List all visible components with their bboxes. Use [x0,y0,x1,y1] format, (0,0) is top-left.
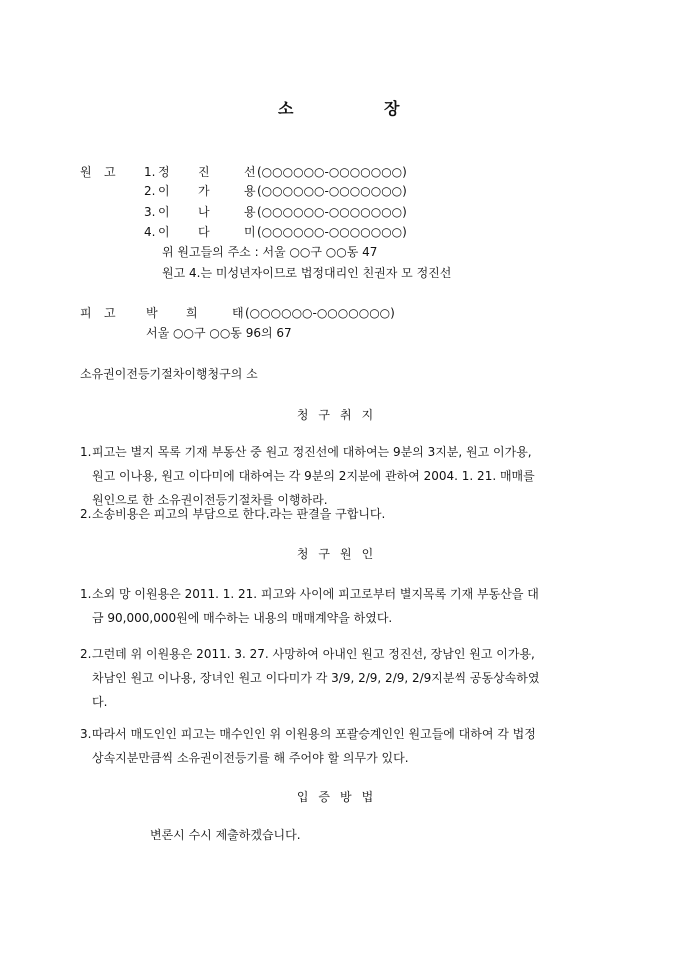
cause-item: 2. 그런데 위 이원용은 2011. 3. 27. 사망하여 아내인 원고 정진선, 장남인 원고 이가용, 차남인 원고 이나용, 장녀인 원고 이다미가 각 3/9, 2/9, 2/9, 2/9지분씩 공동상속하였 다. [80,647,540,709]
plaintiff-name: 이 나 용 [158,205,256,219]
cause-item: 1. 소외 망 이원용은 2011. 1. 21. 피고와 사이에 피고로부터 별지목록 기재 부동산을 대 금 90,000,000원에 매수하는 내용의 매매계약을 하였다. [80,587,539,625]
purpose-item: 2. 소송비용은 피고의 부담으로 한다.라는 판결을 구합니다. [80,507,386,521]
defendant-id: (○○○○○○-○○○○○○○) [245,306,395,320]
plaintiff-num: 3. [144,205,156,219]
plaintiff-name: 정 진 선 [158,165,256,179]
plaintiff-address: 위 원고들의 주소 : 서울 ○○구 ○○동 47 [162,245,378,259]
plaintiff-id: (○○○○○○-○○○○○○○) [257,165,407,179]
plaintiff-num: 2. [144,184,156,198]
defendant-address: 서울 ○○구 ○○동 96의 67 [146,326,292,340]
plaintiff-num: 4. [144,225,156,239]
plaintiff-id: (○○○○○○-○○○○○○○) [257,205,407,219]
defendant-name: 박 희 태 [146,306,244,320]
purpose-heading: 청구취지 [296,408,384,422]
cause-heading: 청구원인 [296,547,384,561]
plaintiff-num: 1. [144,165,156,179]
plaintiff-id: (○○○○○○-○○○○○○○) [257,225,407,239]
purpose-item: 1. 피고는 별지 목록 기재 부동산 중 원고 정진선에 대하여는 9분의 3지분, 원고 이가용, 원고 이나용, 원고 이다미에 대하여는 각 9분의 2지분에 관하여 2004. 1. 21. 매매를 원인으로 한 소유권이전등기절차를 이행하라. [80,445,535,507]
plaintiff-id: (○○○○○○-○○○○○○○) [257,184,407,198]
cause-item: 3. 따라서 매도인인 피고는 매수인인 위 이원용의 포괄승계인인 원고들에 대하여 각 법정 상속지분만큼씩 소유권이전등기를 해 주어야 할 의무가 있다. [80,727,536,765]
evidence-heading: 입증방법 [296,790,384,804]
plaintiff-name: 이 다 미 [158,225,256,239]
plaintiff-name: 이 가 용 [158,184,256,198]
title-char-right: 장 [384,99,400,118]
case-name: 소유권이전등기절차이행청구의 소 [80,367,258,381]
evidence-text: 변론시 수시 제출하겠습니다. [150,828,301,842]
plaintiff-guardian-note: 원고 4.는 미성년자이므로 법정대리인 친권자 모 정진선 [162,266,452,280]
title-char-left: 소 [278,99,294,118]
